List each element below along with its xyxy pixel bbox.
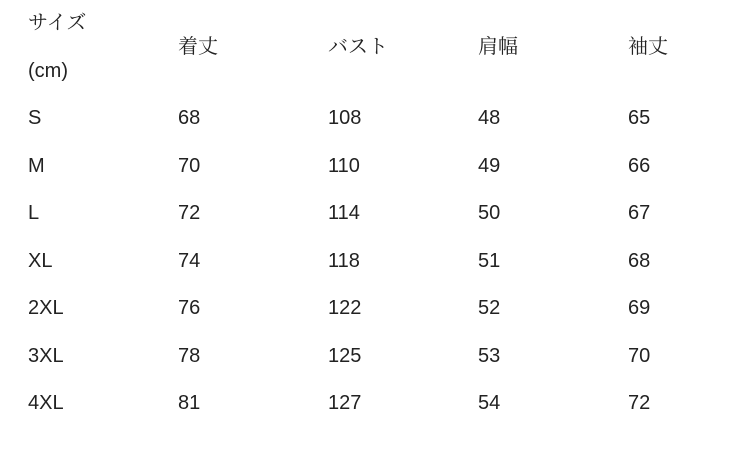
body-length-cell: 81 bbox=[178, 392, 201, 414]
sleeve-length-cell: 72 bbox=[628, 392, 651, 414]
column-header-bust: バスト bbox=[328, 35, 388, 58]
bust-cell: 118 bbox=[328, 249, 360, 272]
column-header-size bbox=[0, 0, 150, 95]
table-row bbox=[0, 238, 730, 286]
bust-cell: 127 bbox=[328, 392, 362, 414]
size-cell: L bbox=[28, 202, 40, 224]
bust-cell: 125 bbox=[328, 344, 362, 367]
column-header-sleeve-length: 袖丈 bbox=[628, 35, 668, 58]
header-row bbox=[0, 0, 730, 95]
table-row bbox=[0, 95, 730, 143]
bust-cell: 110 bbox=[328, 154, 360, 177]
body-length-cell: 76 bbox=[178, 297, 201, 319]
table-row bbox=[0, 143, 730, 191]
shoulder-width-cell: 49 bbox=[478, 154, 501, 177]
body-length-cell: 68 bbox=[178, 107, 201, 129]
shoulder-width-cell: 53 bbox=[478, 344, 501, 367]
table-row bbox=[0, 285, 730, 333]
shoulder-width-cell: 51 bbox=[478, 249, 501, 272]
sleeve-length-cell: 69 bbox=[628, 297, 651, 319]
body-length-cell: 72 bbox=[178, 202, 201, 224]
shoulder-width-cell: 54 bbox=[478, 392, 501, 414]
bust-cell: 108 bbox=[328, 107, 362, 129]
size-cell: 3XL bbox=[28, 344, 64, 367]
sleeve-length-cell: 66 bbox=[628, 154, 651, 177]
size-cell: M bbox=[28, 154, 45, 177]
shoulder-width-cell: 52 bbox=[478, 297, 501, 319]
size-cell: XL bbox=[28, 249, 53, 272]
column-header-shoulder-width: 肩幅 bbox=[478, 35, 518, 58]
shoulder-width-cell: 50 bbox=[478, 202, 501, 224]
table-row bbox=[0, 190, 730, 238]
body-length-cell: 70 bbox=[178, 154, 201, 177]
sleeve-length-cell: 70 bbox=[628, 344, 651, 367]
body-length-cell: 78 bbox=[178, 344, 201, 367]
size-cell: S bbox=[28, 107, 42, 129]
column-header-body-length: 着丈 bbox=[178, 35, 218, 58]
column-header-size-label: サイズ bbox=[28, 12, 87, 34]
sleeve-length-cell: 65 bbox=[628, 107, 651, 129]
sleeve-length-cell: 67 bbox=[628, 202, 651, 224]
size-cell: 2XL bbox=[28, 297, 64, 319]
shoulder-width-cell: 48 bbox=[478, 107, 501, 129]
bust-cell: 122 bbox=[328, 297, 362, 319]
table-row bbox=[0, 380, 730, 428]
table-row bbox=[0, 333, 730, 381]
body-length-cell: 74 bbox=[178, 249, 201, 272]
bust-cell: 114 bbox=[328, 202, 360, 224]
size-cell: 4XL bbox=[28, 392, 64, 414]
column-header-size-unit: (cm) bbox=[28, 59, 68, 82]
sleeve-length-cell: 68 bbox=[628, 249, 651, 272]
